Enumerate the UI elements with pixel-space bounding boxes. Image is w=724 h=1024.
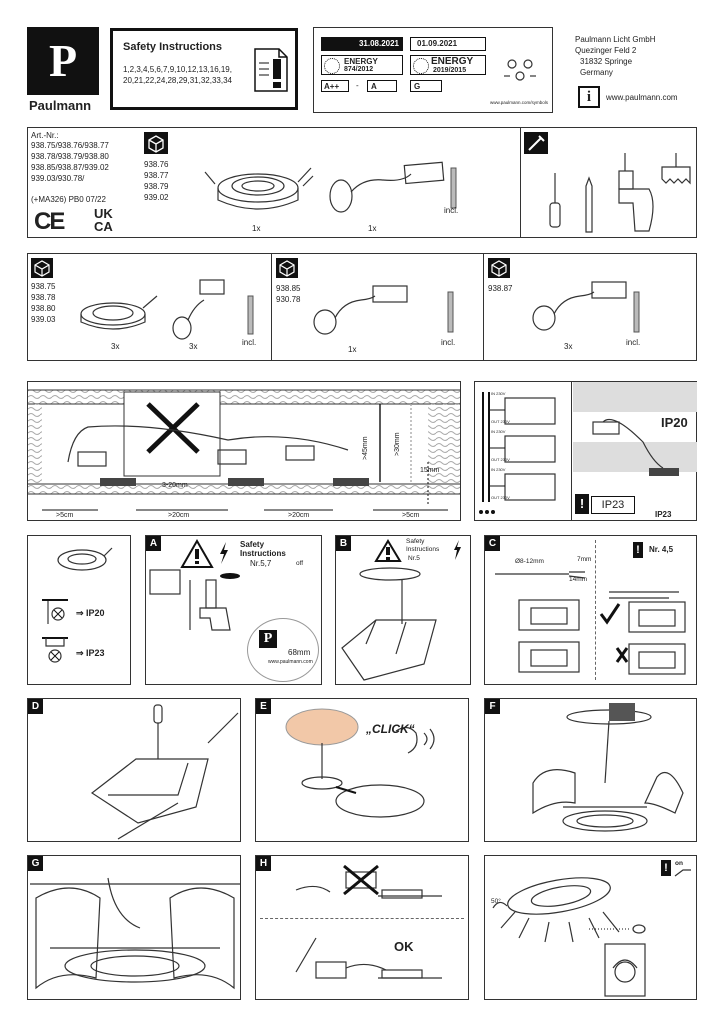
variant-divider-1 bbox=[271, 254, 272, 360]
article-line-3: 938.85/938.87/939.02 bbox=[31, 163, 109, 172]
spacing-1-label: >20cm bbox=[168, 512, 190, 519]
company-box bbox=[566, 27, 696, 113]
wire-label-2: OUT 230V bbox=[491, 419, 510, 424]
step-a-off: off bbox=[296, 560, 304, 567]
ip20-label: IP20 bbox=[661, 415, 688, 430]
warning-triangle-icon bbox=[180, 539, 214, 569]
downlight-small-icon bbox=[54, 544, 114, 578]
left-edge-label: >5cm bbox=[56, 512, 74, 519]
right-edge-label: >5cm bbox=[402, 512, 420, 519]
insert-ceiling-scene bbox=[505, 703, 695, 839]
company-country: Germany bbox=[580, 68, 613, 77]
step-a-title-2: Instructions bbox=[240, 549, 286, 558]
ip23-arrow: ⇒ IP23 bbox=[76, 648, 105, 658]
spacing-2-label: >20cm bbox=[288, 512, 310, 519]
variant-1-qty-lamp: 3x bbox=[111, 342, 120, 351]
class-old-sep: - bbox=[356, 81, 359, 90]
box-code-2: 938.77 bbox=[144, 171, 169, 180]
safety-languages-2: 20,21,22,24,28,29,31,32,33,34 bbox=[123, 76, 232, 85]
driver-wiring-scene bbox=[336, 564, 470, 684]
article-line-1: 938.75/938.76/938.77 bbox=[31, 141, 109, 150]
variant-1-code-4: 939.03 bbox=[31, 315, 56, 324]
brand-box bbox=[27, 27, 99, 113]
final-push-scene bbox=[30, 858, 240, 998]
warning-icon: ! bbox=[661, 860, 671, 876]
electric-hazard-icon bbox=[218, 542, 230, 564]
variant-2-code-2: 930.78 bbox=[276, 295, 301, 304]
brand-name: Paulmann bbox=[29, 98, 92, 113]
step-g-letter: G bbox=[28, 856, 43, 871]
cable-diameter: Ø8-12mm bbox=[515, 558, 544, 565]
step-a-box bbox=[145, 535, 322, 685]
correct-placement-scene bbox=[286, 930, 456, 994]
terminal-wiring-scene bbox=[489, 564, 694, 682]
variant-1-code-1: 938.75 bbox=[31, 282, 56, 291]
safety-title: Safety Instructions bbox=[123, 41, 223, 53]
variant-1-code-3: 938.80 bbox=[31, 304, 56, 313]
variant-1-code-2: 938.78 bbox=[31, 293, 56, 302]
ceiling-mount-icon bbox=[42, 598, 68, 626]
step-b-box bbox=[335, 535, 471, 685]
box-code-4: 939.02 bbox=[144, 193, 169, 202]
protection-box bbox=[27, 535, 131, 685]
ce-mark: CE bbox=[34, 208, 64, 235]
class-old-b: A bbox=[367, 80, 397, 92]
tools-icon bbox=[524, 132, 548, 154]
variant-3-qty-driver: 3x bbox=[564, 342, 573, 351]
step-a-nr: Nr.5,7 bbox=[250, 559, 272, 568]
tilt-angle: 50° bbox=[491, 898, 501, 905]
wall-mount-icon bbox=[42, 636, 68, 666]
driver-illustration bbox=[168, 276, 228, 342]
variant-2-code-1: 938.85 bbox=[276, 284, 301, 293]
company-street: Quezinger Feld 2 bbox=[575, 46, 637, 55]
downlight-illustration bbox=[203, 158, 313, 218]
step-c-letter: C bbox=[485, 536, 500, 551]
wrong-placement-scene bbox=[286, 862, 456, 914]
on-label: on bbox=[675, 860, 683, 867]
step-h-divider bbox=[260, 918, 464, 919]
box-code-1: 938.76 bbox=[144, 160, 169, 169]
step-a-title-1: Safety bbox=[240, 540, 265, 549]
drill-icon bbox=[613, 153, 663, 233]
cutout-size: 68mm bbox=[288, 648, 311, 657]
variant-1-incl: incl. bbox=[242, 338, 257, 347]
step-a-letter: A bbox=[146, 536, 161, 551]
variant-2-qty-driver: 1x bbox=[348, 345, 357, 354]
ip23-under-label: IP23 bbox=[655, 510, 672, 519]
strip-length-1: 7mm bbox=[577, 556, 592, 563]
step-b-nr: Nr.5 bbox=[408, 555, 420, 562]
height-45-label: >45mm bbox=[362, 436, 369, 460]
energy-box bbox=[313, 27, 553, 113]
variant-2-incl: incl. bbox=[441, 338, 456, 347]
driver-illustration bbox=[311, 284, 421, 340]
step-a-url: www.paulmann.com bbox=[268, 659, 313, 665]
step-c-nr: Nr. 4,5 bbox=[649, 545, 674, 554]
step-d-letter: D bbox=[28, 699, 43, 714]
ip20-arrow: ⇒ IP20 bbox=[76, 608, 105, 618]
package-icon bbox=[488, 258, 510, 278]
company-web: www.paulmann.com bbox=[606, 93, 678, 102]
class-new: G bbox=[410, 80, 442, 92]
height-15-label: 15mm bbox=[420, 467, 440, 474]
step-e-letter: E bbox=[256, 699, 271, 714]
variant-1-qty-driver: 3x bbox=[189, 342, 198, 351]
tilted-lamp-scene bbox=[489, 868, 679, 944]
screw-terminal-scene bbox=[78, 703, 238, 839]
article-label: Art.-Nr.: bbox=[31, 131, 59, 140]
step-g-box bbox=[27, 855, 241, 1000]
qty-lamp: 1x bbox=[252, 224, 261, 233]
package-icon bbox=[144, 132, 168, 154]
ukca-mark-2: CA bbox=[94, 219, 113, 234]
spring-clip-icon bbox=[451, 168, 457, 208]
variant-3-code-1: 938.87 bbox=[488, 284, 513, 293]
info-icon: i bbox=[578, 86, 600, 108]
step-b-title-2: Instructions bbox=[406, 546, 440, 553]
strip-length-2: 14mm bbox=[569, 576, 588, 583]
variant-3-incl: incl. bbox=[626, 338, 641, 347]
gap-label: 3-20mm bbox=[162, 482, 188, 489]
eu-flag-icon bbox=[413, 58, 429, 74]
energy-word-new: ENERGY bbox=[431, 56, 474, 67]
step-f-letter: F bbox=[485, 699, 500, 714]
pencil-icon bbox=[585, 178, 593, 232]
class-old-a: A++ bbox=[321, 80, 349, 92]
paulmann-small-logo: P bbox=[259, 630, 277, 648]
article-ma: (+MA326) PB0 07/22 bbox=[31, 195, 106, 204]
step-c-box bbox=[484, 535, 697, 685]
spring-clip-icon bbox=[634, 292, 640, 332]
ok-label: OK bbox=[394, 939, 414, 954]
step-b-title-1: Safety bbox=[406, 538, 425, 545]
electric-hazard-icon bbox=[452, 540, 462, 560]
wire-label-5: IN 230V bbox=[491, 467, 506, 472]
lamp-symbols-icon bbox=[502, 54, 538, 84]
step-h-box bbox=[255, 855, 469, 1000]
driver-illustration bbox=[530, 282, 640, 338]
tools-divider bbox=[520, 128, 521, 237]
package-icon bbox=[276, 258, 298, 278]
wire-label-4: OUT 230V bbox=[491, 457, 510, 462]
warning-icon: ! bbox=[575, 494, 589, 514]
step-i-box bbox=[484, 855, 697, 1000]
drill-hole-scene bbox=[150, 570, 250, 670]
ukca-mark-1: UK bbox=[94, 206, 113, 221]
article-box bbox=[27, 127, 697, 238]
height-30-label: >30mm bbox=[394, 432, 401, 456]
click-label: „CLICK“ bbox=[366, 722, 415, 736]
step-e-box bbox=[255, 698, 469, 842]
box-code-3: 938.79 bbox=[144, 182, 169, 191]
wiring-ip-diagram bbox=[474, 381, 697, 521]
qty-driver: 1x bbox=[368, 224, 377, 233]
document-warning-icon bbox=[253, 47, 289, 93]
paulmann-logo: P bbox=[27, 27, 99, 95]
symbols-url: www.paulmann.com/symbols bbox=[490, 100, 549, 105]
safety-languages-1: 1,2,3,4,5,6,7,9,10,12,13,16,19, bbox=[123, 65, 232, 74]
energy-word-old: ENERGY bbox=[344, 57, 378, 66]
energy-reg-old: 874/2012 bbox=[344, 66, 374, 73]
incl-label: incl. bbox=[444, 206, 459, 215]
package-icon bbox=[31, 258, 53, 278]
article-line-4: 939.03/930.78/ bbox=[31, 174, 85, 183]
variant-divider-2 bbox=[483, 254, 484, 360]
spring-clip-icon bbox=[448, 292, 454, 332]
safety-box bbox=[110, 28, 298, 110]
downlight-illustration bbox=[73, 292, 159, 336]
wire-label-1: IN 230V bbox=[491, 391, 506, 396]
driver-illustration bbox=[323, 158, 453, 218]
step-d-box bbox=[27, 698, 241, 842]
step-b-letter: B bbox=[336, 536, 351, 551]
wire-label-3: IN 230V bbox=[491, 429, 506, 434]
step-h-letter: H bbox=[256, 856, 271, 871]
company-city: 31832 Springe bbox=[580, 57, 633, 66]
screwdriver-icon bbox=[548, 173, 562, 231]
step-f-box bbox=[484, 698, 697, 842]
warning-triangle-icon bbox=[374, 539, 402, 563]
ip23-badge: IP23 bbox=[591, 496, 635, 514]
spring-clip-icon bbox=[248, 296, 254, 334]
warning-icon: ! bbox=[633, 542, 643, 558]
energy-label-old bbox=[321, 55, 403, 75]
article-line-2: 938.78/938.79/938.80 bbox=[31, 152, 109, 161]
ceiling-diagram bbox=[27, 381, 461, 521]
energy-label-new bbox=[410, 55, 486, 75]
hole-saw-icon bbox=[658, 153, 694, 193]
dimmer-wall-plate bbox=[603, 942, 649, 998]
wire-label-6: OUT 230V bbox=[491, 495, 510, 500]
brightness-icon bbox=[589, 922, 649, 936]
energy-reg-new: 2019/2015 bbox=[433, 67, 467, 74]
date-old-banner: 31.08.2021 bbox=[321, 37, 403, 51]
eu-flag-icon bbox=[324, 58, 340, 74]
company-name: Paulmann Licht GmbH bbox=[575, 35, 656, 44]
date-new-banner: 01.09.2021 bbox=[410, 37, 486, 51]
variant-box bbox=[27, 253, 697, 361]
chain-wiring-icon bbox=[475, 382, 571, 520]
